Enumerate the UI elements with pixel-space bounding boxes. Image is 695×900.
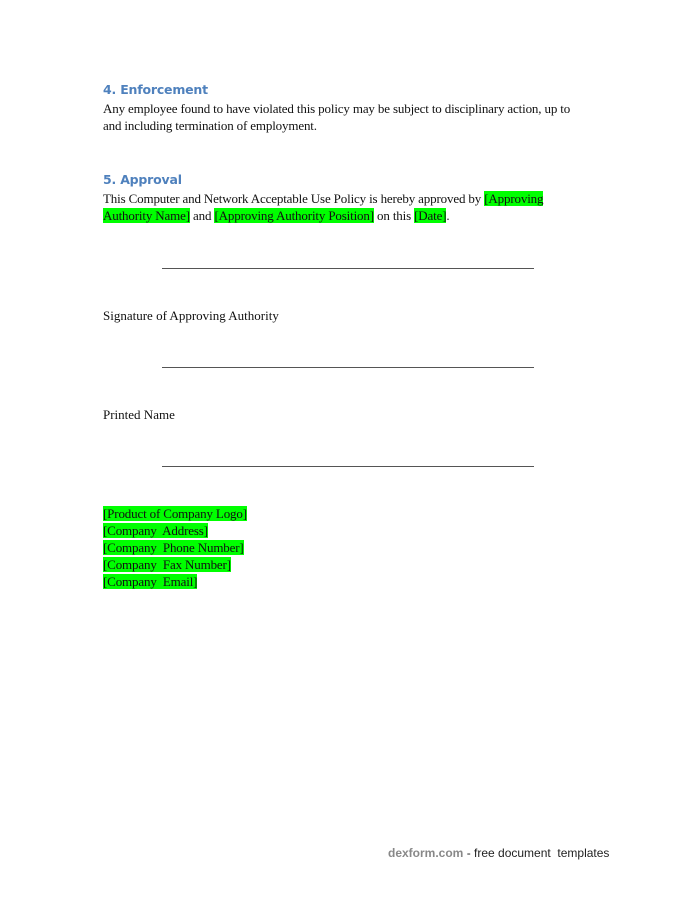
- printed-name-label: Printed Name: [103, 407, 175, 422]
- approval-and: and: [189, 208, 215, 223]
- placeholder-approving-authority-name-cont: Authority Name]: [103, 208, 190, 223]
- footer-brand-link[interactable]: dexform.com: [388, 846, 464, 860]
- signature-line: [162, 268, 534, 269]
- placeholder-approving-authority-name: [Approving: [484, 191, 544, 206]
- company-placeholder-address: [103, 522, 208, 539]
- company-placeholder-phone: [103, 539, 244, 556]
- company-placeholder-logo: [103, 505, 247, 522]
- section-heading-enforcement: 4. Enforcement: [103, 82, 208, 97]
- approval-period: .: [446, 208, 450, 223]
- placeholder-text: [Company Email]: [103, 574, 198, 589]
- enforcement-text-line-1: Any employee found to have violated this policy may be subject to disciplinary action, up to: [103, 101, 571, 116]
- approval-text: This Computer and Network Acceptable Use Policy is hereby approved by: [103, 191, 485, 206]
- company-placeholder-fax: [103, 556, 231, 573]
- placeholder-text: [Company Fax Number]: [103, 557, 231, 572]
- printed-name-line: [162, 367, 534, 368]
- placeholder-text: [Company Phone Number]: [103, 540, 244, 555]
- footer: [388, 846, 609, 860]
- placeholder-approving-authority-position: [Approving Authority Position]: [214, 208, 374, 223]
- enforcement-text-line-2: and including termination of employment.: [103, 118, 317, 133]
- placeholder-date: [Date]: [414, 208, 447, 223]
- section-heading-approval: 5. Approval: [103, 172, 182, 187]
- approval-on-this: on this: [373, 208, 415, 223]
- company-placeholder-email: [103, 573, 197, 590]
- approval-text-line-1: [103, 190, 543, 207]
- signature-label: Signature of Approving Authority: [103, 308, 279, 323]
- approval-text-line-2: [103, 207, 450, 224]
- date-line: [162, 466, 534, 467]
- placeholder-text: [Company Address]: [103, 523, 208, 538]
- footer-tagline: - free document templates: [463, 846, 610, 860]
- placeholder-text: [Product of Company Logo]: [103, 506, 247, 521]
